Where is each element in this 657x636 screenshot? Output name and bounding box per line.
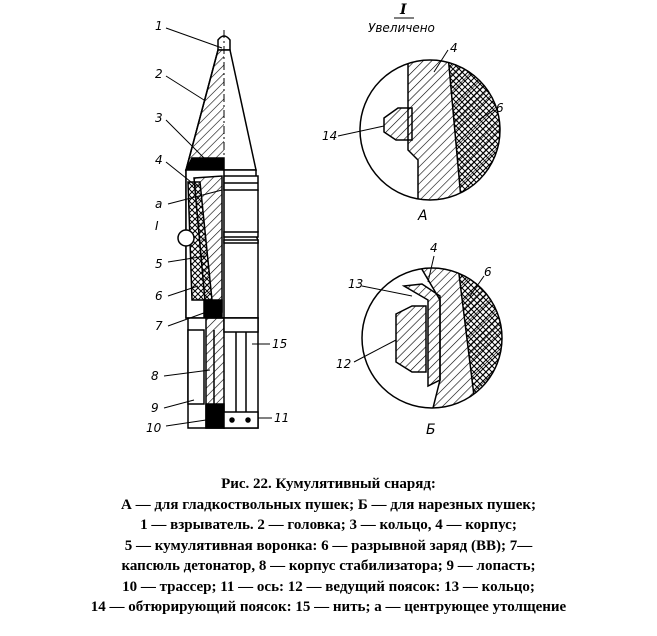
caption-line: 14 — обтюрирующий поясок: 15 — нить; а — центрующее утолщение: [90, 599, 567, 615]
detail-b-label-12: 12: [336, 357, 352, 371]
ring: [186, 158, 224, 170]
belt-lower: [224, 240, 258, 243]
detail-roman: I: [400, 2, 407, 18]
detail-b: [336, 241, 504, 438]
caption-line: 1 — взрыватель. 2 — головка; 3 — кольцо, 4 — корпус;: [140, 517, 517, 533]
label-4: 4: [155, 153, 163, 167]
detail-a-label-4: 4: [450, 41, 458, 55]
label-I: I: [155, 219, 159, 233]
detail-b-letter: Б: [426, 422, 436, 438]
head-section-hatch: [186, 50, 224, 170]
detail-a-label-6: 6: [496, 101, 504, 115]
label-5: 5: [155, 257, 163, 271]
label-9: 9: [151, 401, 159, 415]
label-7: 7: [155, 319, 163, 333]
caption-line: А — для гладкоствольных пушек; Б — для нарезных пушек;: [121, 496, 536, 513]
label-6: 6: [155, 289, 163, 303]
detail-enlarged-label: Увеличено: [368, 21, 435, 35]
label-2: 2: [155, 67, 163, 81]
label-a: а: [155, 197, 163, 211]
label-15: 15: [272, 337, 288, 351]
detail-b-label-4: 4: [430, 241, 438, 255]
detail-b-label-6: 6: [484, 265, 492, 279]
label-1: 1: [155, 19, 163, 33]
label-10: 10: [146, 421, 162, 435]
detail-marker-circle: [178, 230, 194, 246]
label-3: 3: [155, 111, 163, 125]
obturating-belt: [384, 108, 412, 140]
detail-a-label-14: 14: [322, 129, 338, 143]
belt-upper: [224, 232, 258, 237]
detail-a: [322, 41, 504, 224]
label-8: 8: [151, 369, 159, 383]
caption-line: капсюль детонатор, 8 — корпус стабилизатора; 9 — лопасть;: [121, 558, 536, 574]
projectile-main-view: [178, 30, 258, 430]
detonator: [204, 300, 222, 318]
caption-title: Рис. 22. Кумулятивный снаряд:: [221, 476, 436, 492]
detail-a-letter: А: [418, 208, 428, 224]
detail-b-label-13: 13: [348, 277, 364, 291]
blade: [188, 330, 204, 404]
caption-line: 10 — трассер; 11 — ось: 12 — ведущий поясок: 13 — кольцо;: [122, 578, 535, 595]
tracer: [206, 404, 224, 428]
base: [224, 412, 258, 428]
stabilizer-cap: [224, 318, 258, 332]
label-11: 11: [274, 411, 290, 425]
caption-line: 5 — кумулятивная воронка: 6 — разрывной заряд (ВВ); 7—: [124, 537, 533, 554]
figure-caption: [0, 474, 657, 618]
driving-belt: [396, 306, 426, 372]
